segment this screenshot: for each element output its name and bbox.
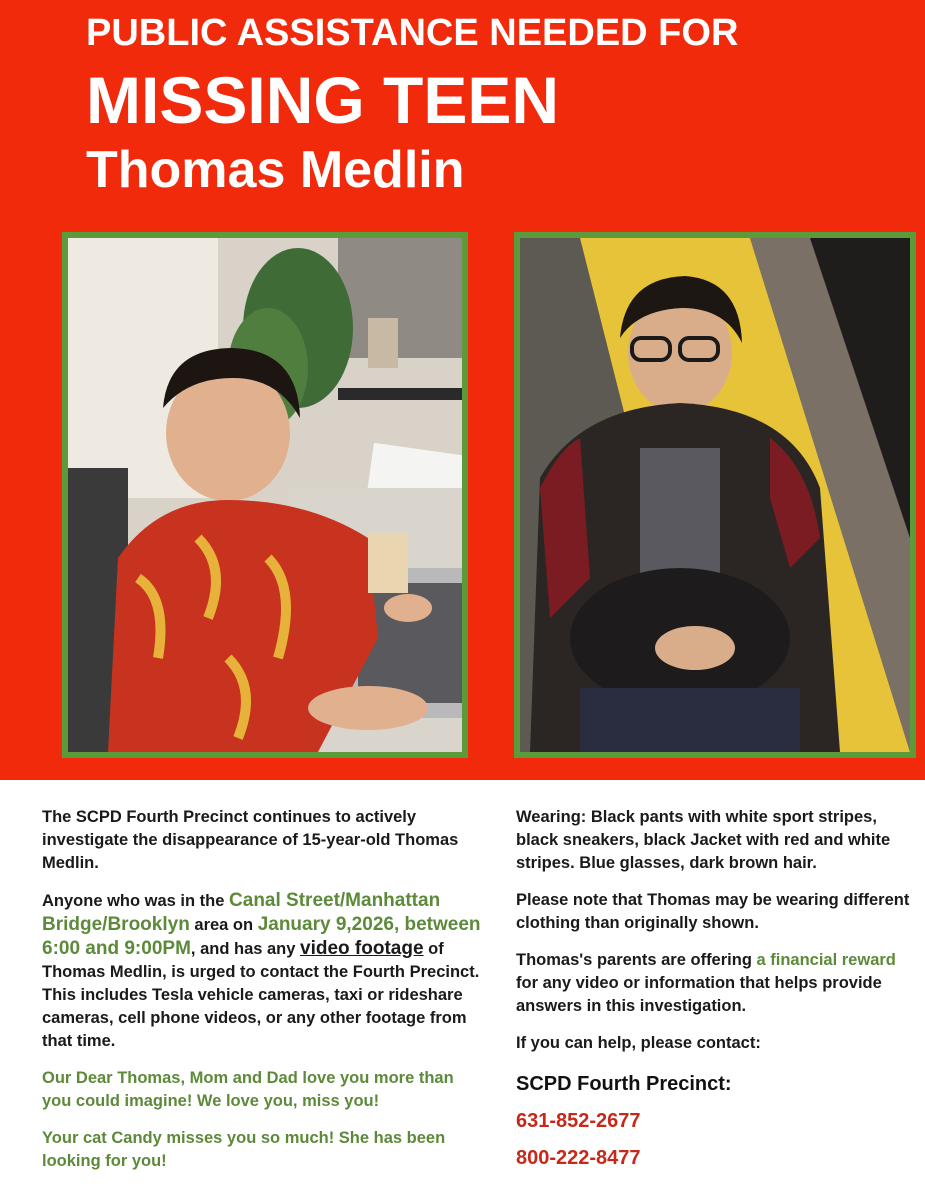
reward-highlight: a financial reward: [756, 951, 896, 969]
right-info-column: [516, 806, 911, 1184]
phone-number-1[interactable]: 631-852-2677: [516, 1110, 641, 1132]
headline-name: Thomas Medlin: [86, 141, 465, 199]
photo-boy-at-laptop: [62, 232, 468, 758]
photo-teen-subway-platform: [514, 232, 916, 758]
reward-paragraph: [516, 949, 911, 1018]
date-time-text: January 9,2026, between 6:00 and 9:00PM: [42, 914, 481, 959]
investigation-paragraph: The SCPD Fourth Precinct continues to actively investigate the disappearance of 15-year-old Thomas Medlin.: [42, 808, 459, 872]
footage-text-4: of Thomas Medlin, is urged to contact the Fourth Precinct. This includes Tesla vehicle cameras, taxi or rideshare cameras, cell phone videos, or any other footage from that time.: [42, 940, 480, 1050]
photo-boy-at-laptop-illustration: [68, 238, 462, 752]
contact-prompt: If you can help, please contact:: [516, 1034, 761, 1052]
location-text: Canal Street/Manhattan Bridge/Brooklyn: [42, 890, 441, 935]
clothing-description: Wearing: Black pants with white sport stripes, black sneakers, black Jacket with red and white stripes. Blue glasses, dark brown hair.: [516, 808, 891, 872]
phone-number-2[interactable]: 800-222-8477: [516, 1147, 641, 1169]
left-info-column: [42, 806, 482, 1187]
parents-message: Our Dear Thomas, Mom and Dad love you more than you could imagine! We love you, miss you!: [42, 1069, 454, 1110]
reward-text-2: for any video or information that helps provide answers in this investigation.: [516, 974, 882, 1015]
footage-text-3: , and has any: [190, 940, 301, 958]
footage-request-paragraph: [42, 889, 482, 1053]
cat-message: Your cat Candy misses you so much! She has been looking for you!: [42, 1129, 446, 1170]
video-footage-text: video footage: [300, 938, 424, 959]
reward-text-1: Thomas's parents are offering: [516, 951, 757, 969]
footage-text-2: area on: [189, 916, 258, 934]
photo-teen-subway-illustration: [520, 238, 910, 752]
contact-agency: SCPD Fourth Precinct:: [516, 1073, 732, 1095]
footage-text-1: Anyone who was in the: [42, 892, 230, 910]
headline-missing-teen: MISSING TEEN: [86, 63, 560, 137]
clothing-note: Please note that Thomas may be wearing different clothing than originally shown.: [516, 891, 910, 932]
headline-assistance: PUBLIC ASSISTANCE NEEDED FOR: [86, 12, 739, 54]
